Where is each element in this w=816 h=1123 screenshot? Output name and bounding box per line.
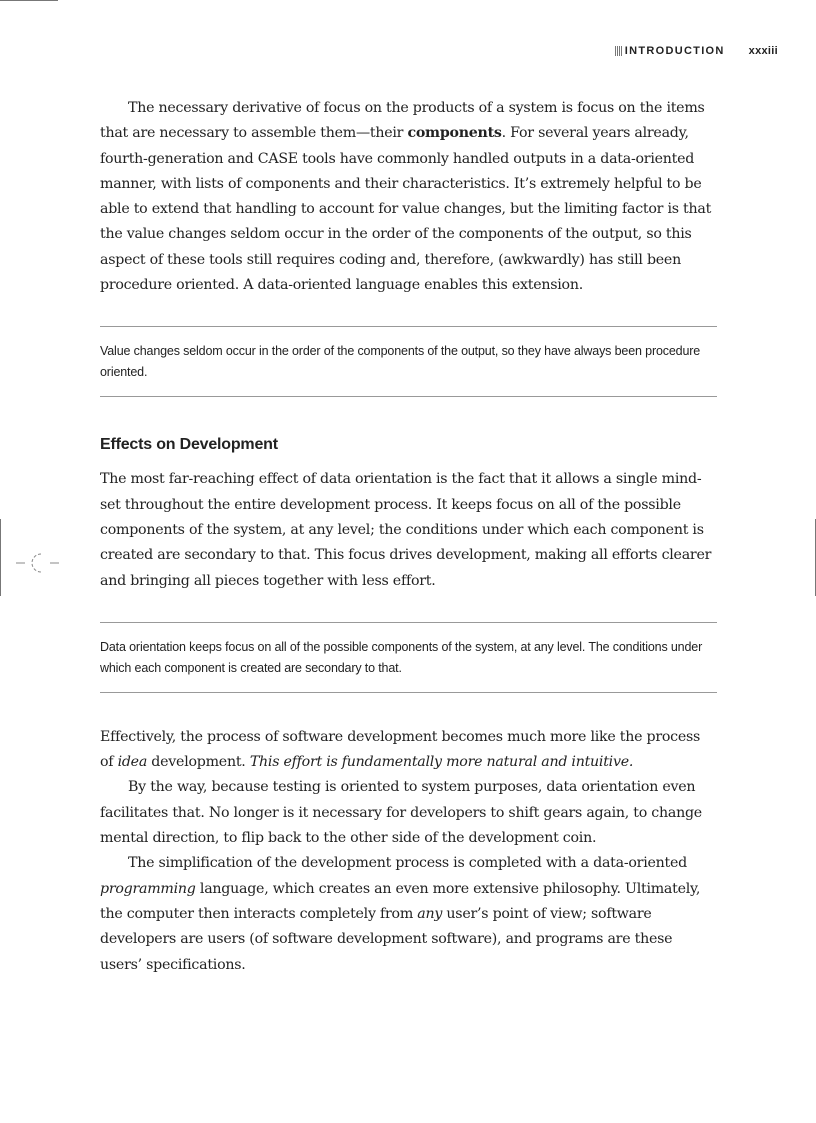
crop-mark-top-left <box>0 0 58 1</box>
callout-data-orientation-text: Data orientation keeps focus on all of the possible components of the system, at any level. The conditions under which each component is created are secondary to that. <box>100 639 703 675</box>
emphasis-idea: idea <box>117 754 148 771</box>
paragraph-simplification: The simplification of the development process is completed with a data-oriented programming language, which creates an even more extensive philosophy. Ultimately, the computer then interacts completely from any user’s point of view; software developers are users (of software development software), and programs are these users’ specifications. <box>100 855 701 973</box>
header-section-title: INTRODUCTION <box>624 45 725 57</box>
registration-mark-icon <box>14 548 62 578</box>
term-components: components <box>407 125 502 142</box>
emphasis-sentence: This effort is fundamentally more natural and intuitive. <box>249 754 634 771</box>
paragraph-mindset: The most far-reaching effect of data orientation is the fact that it allows a single mind-set throughout the entire development process. It keeps focus on all of the possible components of the system, at any level; the conditions under which each component is created are secondary to that. This focus drives development, making all efforts clearer and bringing all pieces together with less effort. <box>100 471 712 589</box>
crop-mark-left <box>0 519 1 596</box>
page-number: xxxiii <box>748 45 778 57</box>
paragraph-components: The necessary derivative of focus on the products of a system is focus on the items that are necessary to assemble them—their components. For several years already, fourth-generation and CASE tools have commonly handled outputs in a data-oriented manner, with lists of components and their characteristics. It’s extremely helpful to be able to extend that handling to account for value changes, but the limiting factor is that the value changes seldom occur in the order of the components of the output, so this aspect of these tools still requires coding and, therefore, (awkwardly) has still been procedure oriented. A data-oriented language enables this extension. <box>100 100 712 294</box>
emphasis-programming: programming <box>100 880 196 897</box>
page-content <box>100 96 717 978</box>
header-bar-icon <box>615 46 622 56</box>
callout-data-orientation <box>100 622 717 693</box>
paragraph-effectively: Effectively, the process of software development becomes much more like the process of idea development. This effort is fundamentally more natural and intuitive. <box>100 728 701 771</box>
emphasis-any: any <box>417 905 443 922</box>
running-header <box>615 43 778 59</box>
section-heading-effects: Effects on Development <box>100 436 278 454</box>
callout-value-changes-text: Value changes seldom occur in the order of the components of the output, so they have always been procedure oriented. <box>100 344 701 380</box>
callout-value-changes <box>100 326 717 397</box>
paragraph-testing: By the way, because testing is oriented to system purposes, data orientation even facilitates that. No longer is it necessary for developers to shift gears again, to change mental direction, to flip back to the other side of the development coin. <box>100 779 702 847</box>
